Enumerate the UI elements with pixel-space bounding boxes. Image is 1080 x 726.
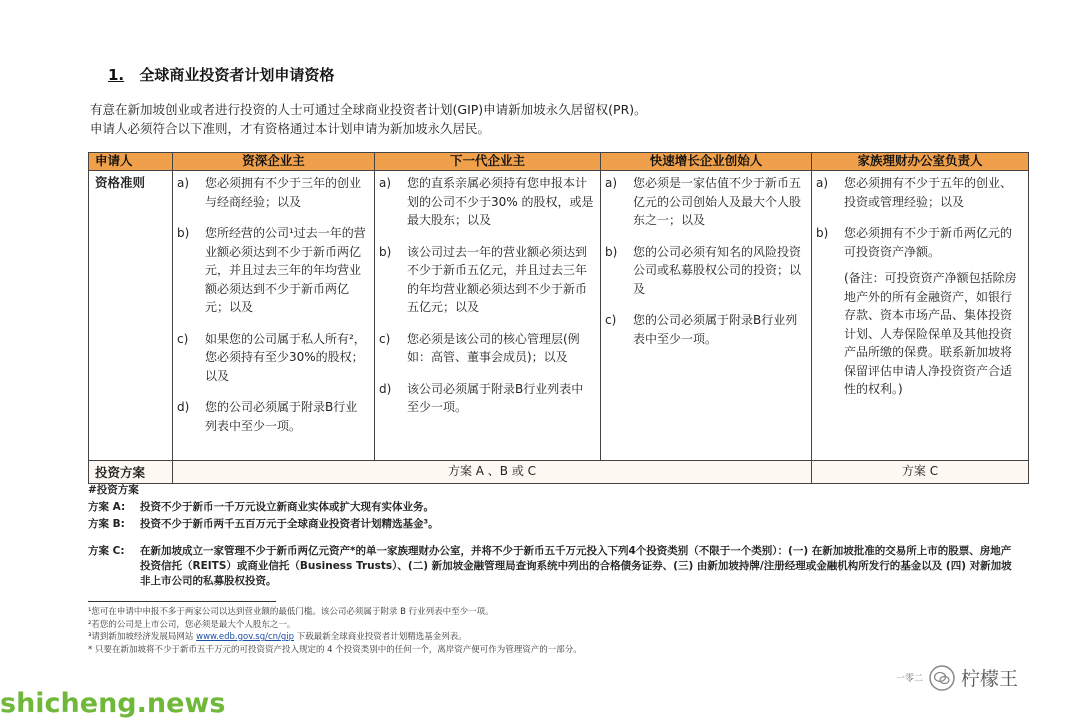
item-letter: a) [816,176,829,190]
item-text: 如果您的公司属于私人所有²，您必须持有至少30%的股权；以及 [205,331,366,383]
site-watermark: shicheng.news [0,688,226,719]
item-letter: b) [177,226,190,240]
criteria-cell-next-gen [375,171,601,461]
plan-key: 方案 C: [88,545,125,557]
footnote-divider [88,601,276,602]
list-item [379,380,594,417]
footnote-3-pre: ³请到新加坡经济发展局网站 [88,632,197,642]
criteria-cell-family-office [812,171,1029,461]
intro-line: 申请人必须符合以下准则，才有资格通过本计划申请为新加坡永久居民。 [90,121,491,136]
item-text: 您必须拥有不少于新币两亿元的可投资资产净额。 [844,226,1013,259]
item-letter: b) [379,244,392,259]
footnotes [88,606,988,656]
item-letter: b) [816,226,829,240]
criteria-label: 资格准则 [89,171,173,461]
item-letter: d) [379,381,392,396]
eligibility-table [88,152,1029,484]
plan-value: 投资不少于新币一千万元设立新商业实体或扩大现有实体业务。 [140,501,434,513]
plan-item [88,500,1018,515]
criteria-cell-senior [173,171,375,461]
item-letter: c) [379,331,391,346]
intro-line: 有意在新加坡创业或者进行投资的人士可通过全球商业投资者计划(GIP)申请新加坡永久居留权(PR)。 [90,102,647,117]
item-letter: a) [177,176,190,190]
plan-key: 方案 A: [88,501,126,513]
item-text: 您必须拥有不少于三年的创业与经商经验；以及 [205,176,362,209]
edb-link[interactable]: www.edb.gov.sg/cn/gip [196,632,295,642]
item-text: 该公司必须属于附录B行业列表中至少一项。 [407,381,584,414]
list-item [177,330,368,386]
item-text: 您的公司必须属于附录B行业列表中至少一项。 [633,313,798,346]
header-senior-owner: 资深企业主 [173,153,375,171]
item-letter: a) [379,176,392,190]
section-title [108,64,334,85]
header-founder: 快速增长企业创始人 [601,153,812,171]
list-item [816,174,1022,211]
footnote-1: ¹您可在申请中申报不多于两家公司以达到营业额的最低门槛。该公司必须属于附录 B 行业列表中至少一项。 [88,607,494,617]
item-text: 您的直系亲属必须持有您申报本计划的公司不少于30% 的股权，或是最大股东；以及 [407,176,594,227]
plan-label: 投资方案 [89,461,173,484]
item-letter: c) [177,331,189,346]
list-item [605,174,805,230]
header-family-office: 家族理财办公室负责人 [812,153,1029,171]
plans-heading: #投资方案 [88,484,139,496]
list-item [177,224,368,317]
plan-value: 投资不少于新币两千五百万元于全球商业投资者计划精选基金³。 [140,518,439,530]
item-letter: a) [605,176,618,190]
list-item [379,243,594,317]
item-letter: c) [605,313,617,327]
brand-name: 柠檬王 [961,668,1019,690]
footnote-3-post: 下载最新全球商业投资者计划精选基金列表。 [294,632,467,642]
investment-plans [88,483,1018,589]
list-item [816,224,1022,261]
list-item [177,398,368,435]
plan-c: 方案 C [812,461,1029,484]
criteria-cell-founder [601,171,812,461]
list-item [379,174,594,230]
plan-key: 方案 B: [88,518,125,530]
intro-paragraph [90,100,647,138]
plan-abc: 方案 A 、B 或 C [173,461,812,484]
list-item [605,243,805,299]
footnote-2: ²若您的公司是上市公司，您必须是最大个人股东之一。 [88,619,296,630]
plan-row [89,461,1029,484]
plan-item [88,517,1018,532]
plan-value: 在新加坡成立一家管理不少于新币两亿元资产*的单一家族理财办公室，并将不少于新币五千万元投入下列4个投资类别（不限于一个类别）：(一) 在新加坡批准的交易所上市的股票、房地产投资信托（REITS）或商业信托（Business Trusts）、(二) 新加坡金融管理局查询系统中列出的合格债务证券、(三) 由新加坡持牌/注册经理或金融机构所发行的基金以及 (四) 对新加坡非上市公司的私募股权投资。 [140,545,1012,587]
section-number: 1. [108,66,125,84]
brand-small-text: 一零二 [896,674,924,684]
section-title-text: 全球商业投资者计划申请资格 [139,66,335,84]
footnote-3 [88,631,988,644]
list-item [379,330,594,367]
item-text: 该公司过去一年的营业额必须达到不少于新币五亿元，并且过去三年的年均营业额必须达到不少于新币五亿元；以及 [407,244,588,314]
item-letter: d) [177,400,190,414]
list-item [177,174,368,211]
brand-watermark [896,664,1018,691]
list-item [605,311,805,348]
table-header-row [89,153,1029,171]
footnote-4: * 只要在新加坡将不少于新币五千万元的可投资资产投入规定的 4 个投资类别中的任何一个，离岸资产便可作为管理资产的一部分。 [88,644,582,655]
family-office-note: (备注：可投资资产净额包括除房地产外的所有金融资产，如银行存款、资本市场产品、集体投资计划、人寿保险保单及其他投资产品所缴的保费。联系新加坡将保留评估申请人净投资资产合适性的权利。) [844,271,1017,396]
item-text: 您的公司必须有知名的风险投资公司或私募股权公司的投资；以及 [633,244,802,296]
wechat-logo-icon [929,665,955,691]
item-text: 您所经营的公司¹过去一年的营业额必须达到不少于新币两亿元，并且过去三年的年均营业额必须达到不少于新币两亿元；以及 [205,226,366,314]
item-text: 您的公司必须属于附录B行业列表中至少一项。 [205,400,358,433]
item-letter: b) [605,244,618,259]
item-text: 您必须是该公司的核心管理层(例如：高管、董事会成员)；以及 [407,331,580,364]
header-applicant: 申请人 [89,153,173,171]
criteria-row [89,171,1029,461]
header-next-gen-owner: 下一代企业主 [375,153,601,171]
item-text: 您必须拥有不少于五年的创业、投资或管理经验；以及 [844,176,1013,209]
item-text: 您必须是一家估值不少于新币五亿元的公司创始人及最大个人股东之一；以及 [633,176,802,227]
plan-item [88,544,1018,589]
